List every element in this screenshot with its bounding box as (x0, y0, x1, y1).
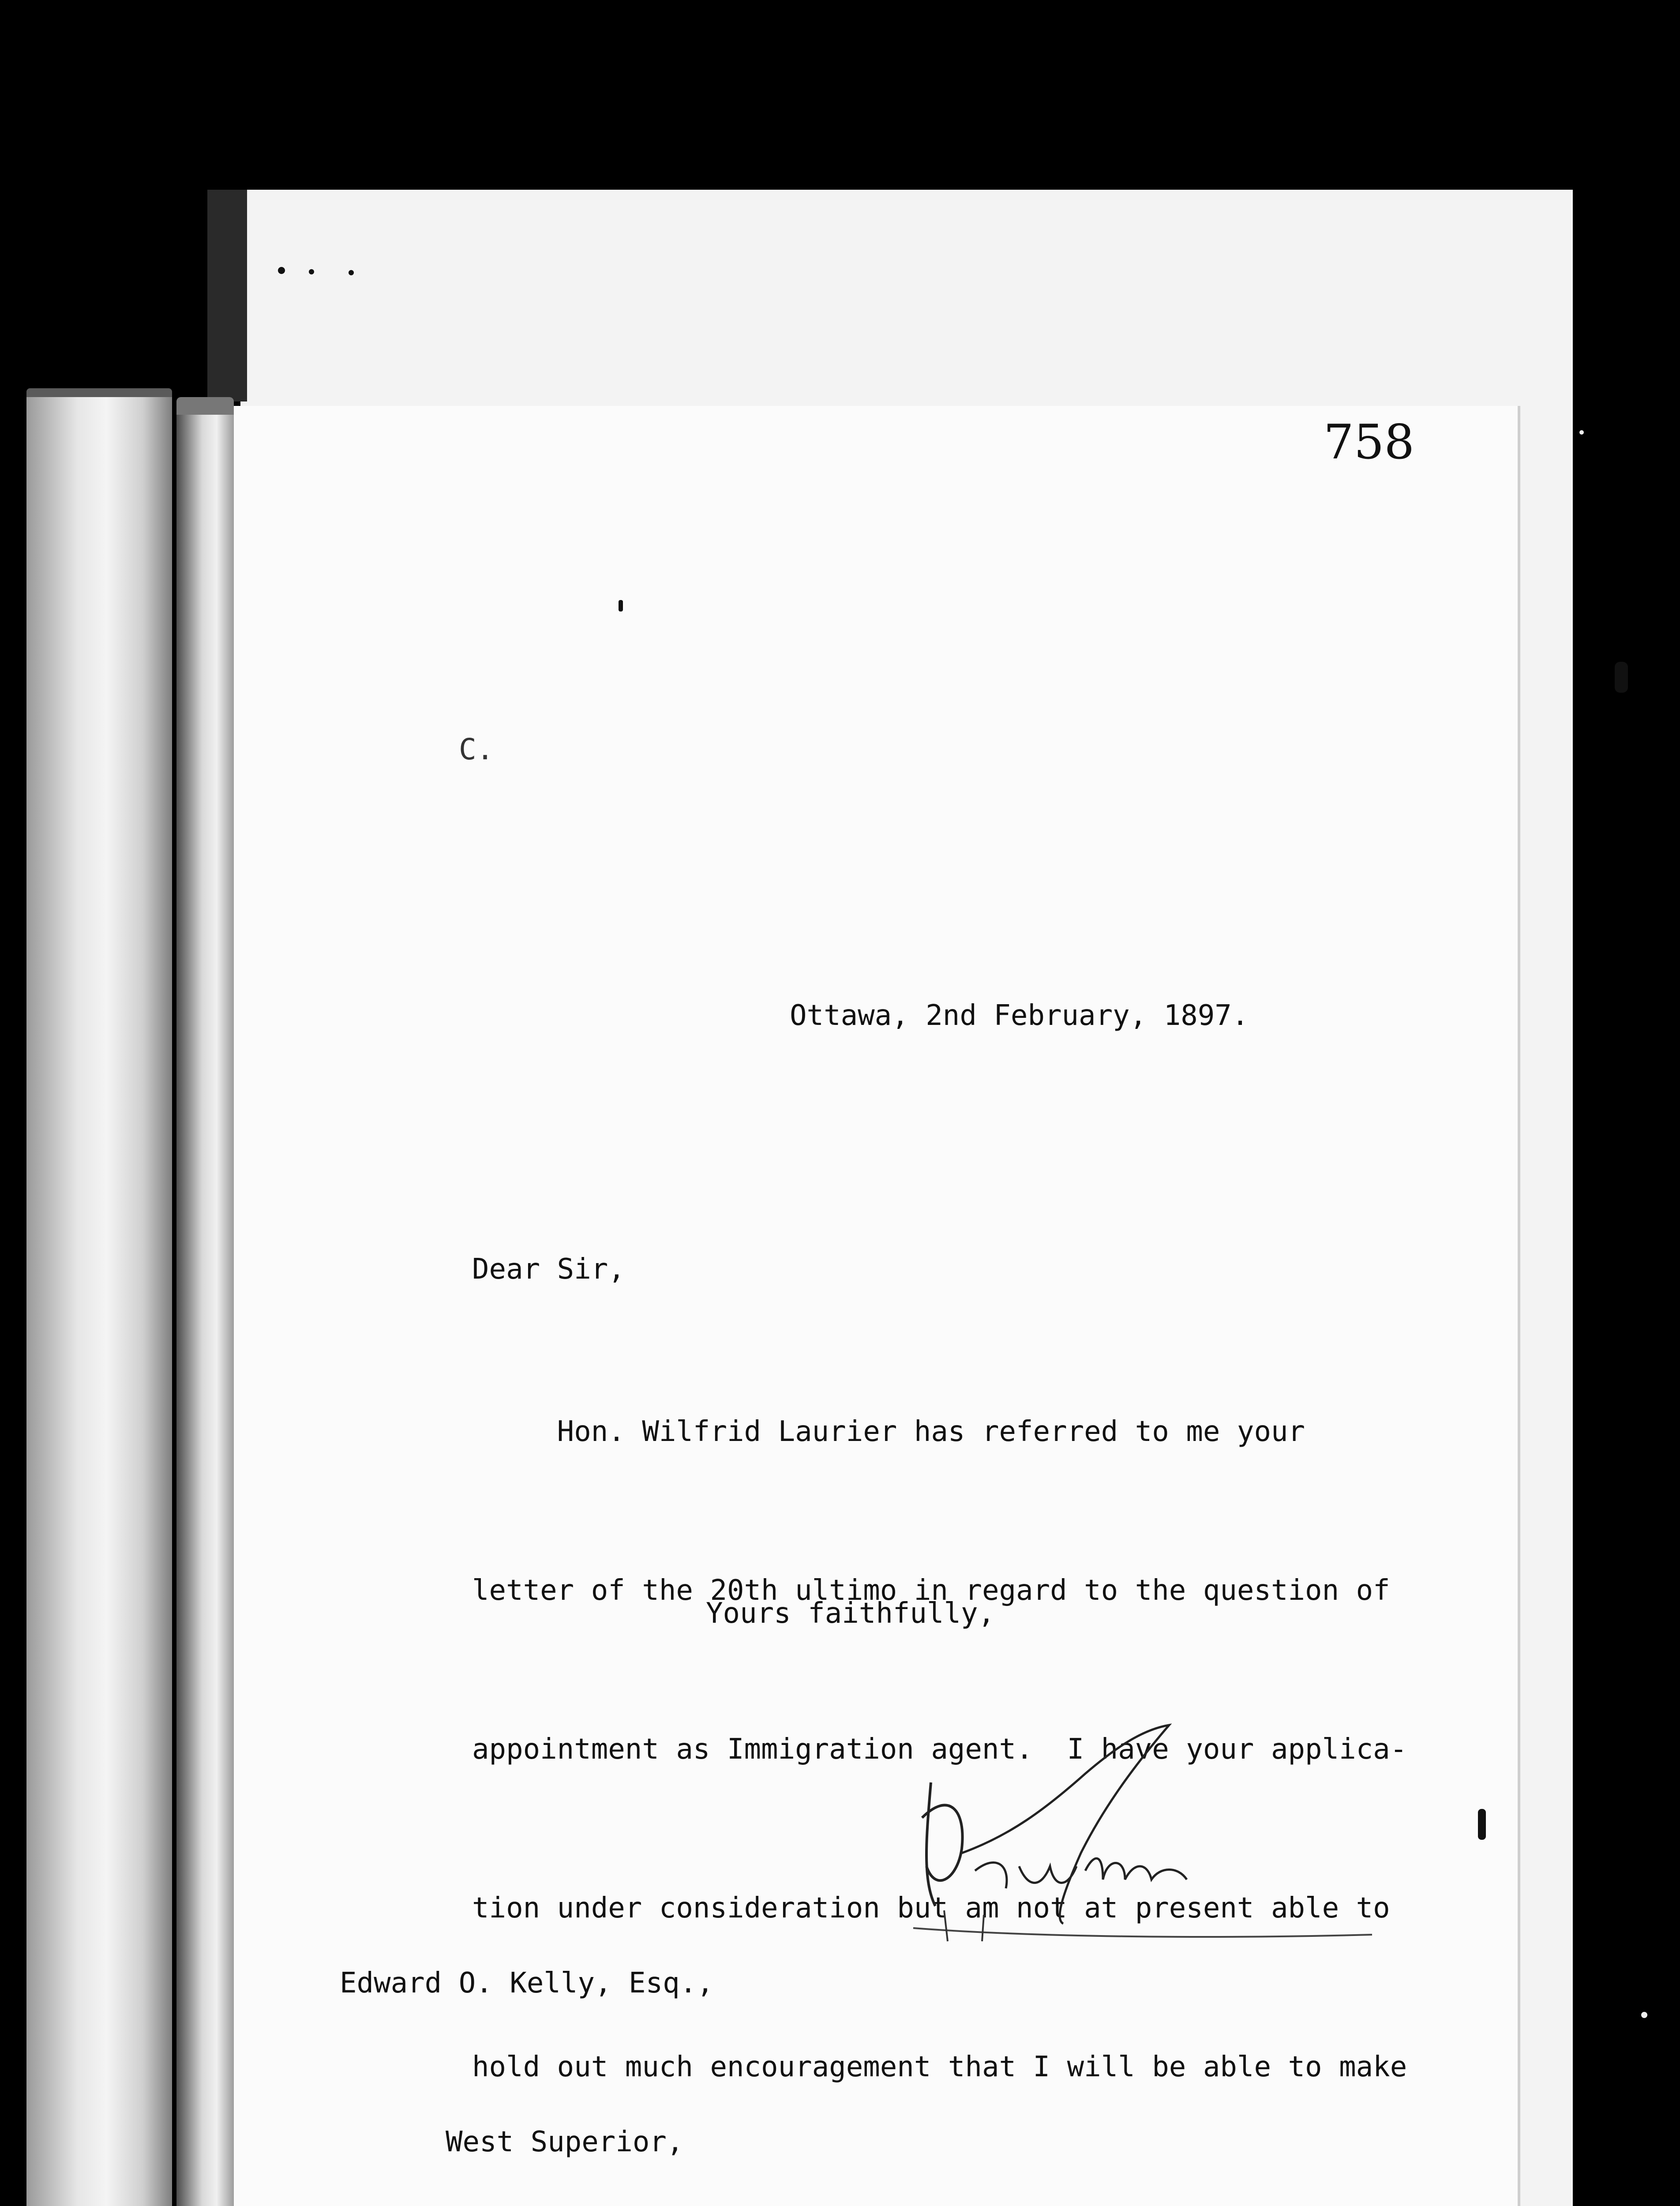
letter-dateline: Ottawa, 2nd February, 1897. (790, 999, 1249, 1032)
scan-speck (349, 270, 354, 275)
left-page-edge (26, 397, 172, 2206)
letter-body-line: Hon. Wilfrid Laurier has referred to me your (472, 1415, 1305, 1448)
addressee-city: West Superior, (446, 2126, 684, 2158)
scan-speck (1579, 430, 1584, 435)
letter-body-line: tion under consideration but am not at present able to (472, 1892, 1390, 1925)
binding-fold (176, 415, 234, 2206)
letter-body-line: letter of the 20th ultimo in regard to the question of (472, 1574, 1390, 1607)
addressee-name: Edward O. Kelly, Esq., (340, 1967, 714, 2000)
scan-speck (1641, 2012, 1647, 2018)
filing-mark: C. (459, 732, 494, 766)
scan-speck (1478, 1809, 1486, 1840)
handwritten-signature (896, 1721, 1381, 1959)
letter-body-line: hold out much encouragement that I will be able to make (472, 2051, 1407, 2083)
scan-speck (278, 267, 285, 274)
scan-speck (1615, 662, 1628, 693)
scan-speck (619, 600, 623, 612)
page-number: 758 (1324, 415, 1415, 470)
addressee-block (340, 1851, 714, 2206)
letter-salutation: Dear Sir, (472, 1253, 625, 1286)
scan-speck (309, 269, 314, 274)
letter-body-line: appointment as Immigration agent. I have your applica- (472, 1733, 1407, 1766)
backing-sheet-shadow (207, 190, 247, 401)
letter-closing: Yours faithfully, (706, 1597, 995, 1630)
